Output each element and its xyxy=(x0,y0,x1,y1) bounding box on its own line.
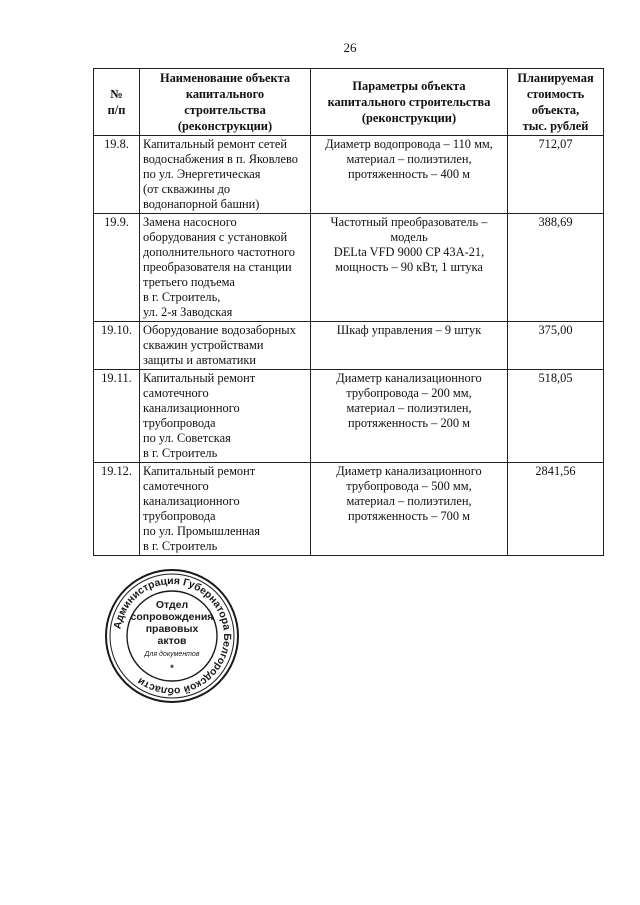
object-cost: 518,05 xyxy=(508,370,604,463)
object-params: Шкаф управления – 9 штук xyxy=(311,322,508,370)
object-name: Капитальный ремонт самотечного канализационного трубопровода по ул. Промышленная в г. Строитель xyxy=(140,463,311,556)
official-stamp xyxy=(103,567,241,705)
object-cost: 712,07 xyxy=(508,136,604,214)
table-row xyxy=(94,136,604,214)
object-name: Оборудование водозаборных скважин устройствами защиты и автоматики xyxy=(140,322,311,370)
stamp-center xyxy=(125,589,219,683)
table-row xyxy=(94,214,604,322)
table-row xyxy=(94,370,604,463)
row-number: 19.9. xyxy=(94,214,140,322)
row-number: 19.8. xyxy=(94,136,140,214)
header-params: Параметры объекта капитального строительства (реконструкции) xyxy=(311,69,508,136)
table-row xyxy=(94,322,604,370)
table-row xyxy=(94,463,604,556)
object-cost: 388,69 xyxy=(508,214,604,322)
object-params: Диаметр канализационного трубопровода – 200 мм, материал – полиэтилен, протяженность – 200 м xyxy=(311,370,508,463)
header-name: Наименование объекта капитального строительства (реконструкции) xyxy=(140,69,311,136)
object-name: Капитальный ремонт сетей водоснабжения в п. Яковлево по ул. Энергетическая (от скважины до водонапорной башни) xyxy=(140,136,311,214)
stamp-line: сопровождения xyxy=(130,610,214,623)
object-name: Капитальный ремонт самотечного канализационного трубопровода по ул. Советская в г. Строитель xyxy=(140,370,311,463)
stamp-star: * xyxy=(170,662,174,673)
stamp-ring-text: Администрация Губернатора Белгородской области xyxy=(112,575,233,697)
object-params: Диаметр водопровода – 110 мм, материал – полиэтилен, протяженность – 400 м xyxy=(311,136,508,214)
object-cost: 2841,56 xyxy=(508,463,604,556)
page-number: 26 xyxy=(343,40,357,55)
header-cost: Планируемая стоимость объекта, тыс. рублей xyxy=(508,69,604,136)
object-cost: 375,00 xyxy=(508,322,604,370)
table-header-row xyxy=(94,69,604,136)
object-name: Замена насосного оборудования с установкой дополнительного частотного преобразователя на станции третьего подъема в г. Строитель, ул. 2-я Заводская xyxy=(140,214,311,322)
row-number: 19.10. xyxy=(94,322,140,370)
capital-objects-table xyxy=(93,68,604,556)
object-params: Диаметр канализационного трубопровода – 500 мм, материал – полиэтилен, протяженность – 700 м xyxy=(311,463,508,556)
stamp-line: актов xyxy=(157,634,187,647)
stamp-line: Отдел xyxy=(155,598,189,611)
row-number: 19.12. xyxy=(94,463,140,556)
header-num: № п/п xyxy=(94,69,140,136)
stamp-line: правовых xyxy=(145,622,199,635)
stamp-small-text: Для документов xyxy=(144,650,200,658)
row-number: 19.11. xyxy=(94,370,140,463)
object-params: Частотный преобразователь – модель DELta VFD 9000 CP 43A-21, мощность – 90 кВт, 1 штука xyxy=(311,214,508,322)
